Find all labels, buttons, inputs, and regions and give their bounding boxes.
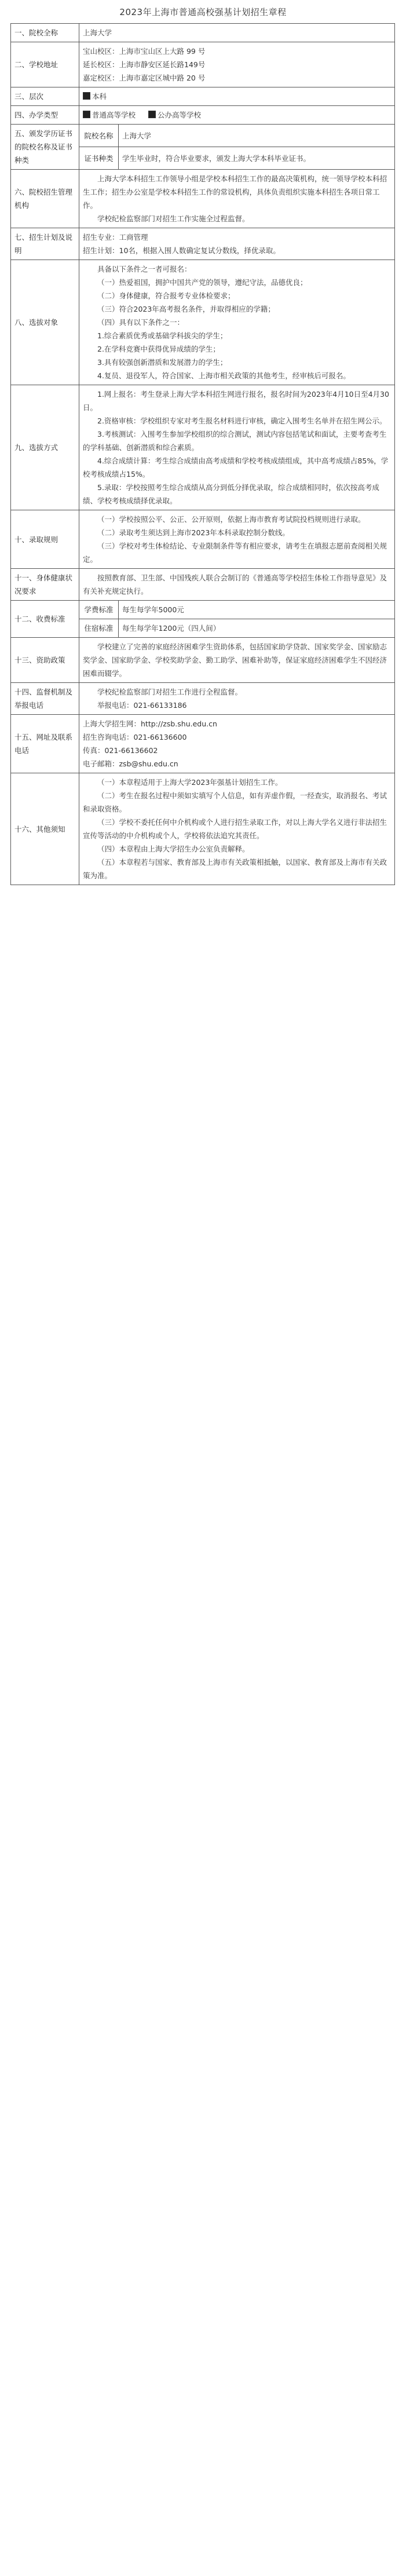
plan-line: 招生计划：10名，根据入围人数确定复试分数线，择优录取。 bbox=[83, 246, 280, 255]
value-lodging: 每生每学年1200元（四人间） bbox=[119, 619, 395, 638]
checkbox-checked-icon bbox=[148, 111, 156, 118]
label-fees: 十二、收费标准 bbox=[11, 601, 79, 638]
charter-table bbox=[10, 23, 395, 885]
row-health bbox=[11, 569, 395, 601]
label-plan: 七、招生计划及说明 bbox=[11, 228, 79, 260]
target-paragraph: 1.综合素质优秀或基础学科拔尖的学生； bbox=[97, 331, 228, 340]
other-paragraph: （五）本章程若与国家、教育部及上海市有关政策相抵触，以国家、教育部及上海市有关政策为准。 bbox=[83, 858, 387, 880]
value-school-name: 上海大学 bbox=[79, 24, 395, 42]
row-fees-tuition bbox=[11, 601, 395, 619]
label-school-name: 一、院校全称 bbox=[11, 24, 79, 42]
aid-paragraph: 学校建立了完善的家庭经济困难学生资助体系，包括国家助学贷款、国家奖学金、国家励志奖学金、国家助学金、学校奖助学金、勤工助学、困难补助等，保证家庭经济困难学生不因经济困难而辍学。 bbox=[83, 642, 387, 678]
row-admission bbox=[11, 510, 395, 569]
label-admission: 十、录取规则 bbox=[11, 510, 79, 569]
row-cert-name bbox=[11, 125, 395, 147]
value-cert-school-name: 上海大学 bbox=[119, 125, 395, 147]
value-cert-type: 学生毕业时，符合毕业要求，颁发上海大学本科毕业证书。 bbox=[119, 147, 395, 170]
label-lodging: 住宿标准 bbox=[79, 619, 119, 638]
label-tuition: 学费标准 bbox=[79, 601, 119, 619]
health-paragraph: 按照教育部、卫生部、中国残疾人联合会制订的《普通高等学校招生体检工作指导意见》及有关补充规定执行。 bbox=[83, 573, 387, 595]
method-paragraph: 5.录取：学校按照考生综合成绩从高分到低分择优录取，综合成绩相同时，依次按高考成绩、学校考核成绩择优录取。 bbox=[83, 483, 379, 505]
row-school-name bbox=[11, 24, 395, 42]
row-plan bbox=[11, 228, 395, 260]
label-cert-type: 证书种类 bbox=[79, 147, 119, 170]
label-target: 八、选拔对象 bbox=[11, 260, 79, 385]
other-paragraph: （四）本章程由上海大学招生办公室负责解释。 bbox=[97, 845, 250, 853]
row-level bbox=[11, 87, 395, 106]
label-mgmt: 六、院校招生管理机构 bbox=[11, 170, 79, 228]
contact-line: 电子邮箱：zsb@shu.edu.cn bbox=[83, 759, 178, 768]
address-line: 嘉定校区：上海市嘉定区城中路 20 号 bbox=[83, 74, 206, 82]
contact-line: 招生咨询电话：021-66136600 bbox=[83, 733, 187, 741]
value-supervision bbox=[79, 683, 395, 715]
target-paragraph: （一）热爱祖国，拥护中国共产党的领导，遵纪守法，品德优良； bbox=[97, 278, 308, 287]
value-mgmt bbox=[79, 170, 395, 228]
label-school-type: 四、办学类型 bbox=[11, 106, 79, 125]
value-admission bbox=[79, 510, 395, 569]
value-aid bbox=[79, 638, 395, 683]
row-address bbox=[11, 42, 395, 87]
target-paragraph: 2.在学科竞赛中获得优异成绩的学生； bbox=[97, 345, 220, 353]
row-contact bbox=[11, 715, 395, 773]
label-cert: 五、颁发学历证书的院校名称及证书种类 bbox=[11, 125, 79, 170]
target-paragraph: 具备以下条件之一者可报名： bbox=[97, 265, 192, 273]
school-type-option: 公办高等学校 bbox=[158, 111, 202, 119]
other-paragraph: （三）学校不委托任何中介机构或个人进行招生录取工作，对以上海大学名义进行非法招生宣传等活动的中介机构或个人，学校将依法追究其责任。 bbox=[83, 818, 387, 840]
plan-line: 招生专业：工商管理 bbox=[83, 233, 148, 242]
label-method: 九、选拔方式 bbox=[11, 385, 79, 510]
contact-line: 传真：021-66136602 bbox=[83, 746, 158, 755]
label-supervision: 十四、监督机制及举报电话 bbox=[11, 683, 79, 715]
row-aid bbox=[11, 638, 395, 683]
mgmt-paragraph: 学校纪检监察部门对招生工作实施全过程监督。 bbox=[97, 214, 250, 223]
supervision-phone: 举报电话：021-66133186 bbox=[97, 701, 187, 710]
label-level: 三、层次 bbox=[11, 87, 79, 106]
value-health bbox=[79, 569, 395, 601]
address-line: 宝山校区：上海市宝山区上大路 99 号 bbox=[83, 47, 206, 56]
value-school-type bbox=[79, 106, 395, 125]
row-mgmt bbox=[11, 170, 395, 228]
value-address bbox=[79, 42, 395, 87]
admission-paragraph: （一）学校按照公平、公正、公开原则，依据上海市教育考试院投档规则进行录取。 bbox=[97, 515, 365, 524]
row-school-type bbox=[11, 106, 395, 125]
value-contact bbox=[79, 715, 395, 773]
level-option: 本科 bbox=[92, 92, 107, 101]
method-paragraph: 3.考核测试：入围考生参加学校组织的综合测试，测试内容包括笔试和面试，主要考查考生的学科基础、创新潜质和综合素质。 bbox=[83, 430, 387, 452]
row-other bbox=[11, 773, 395, 885]
method-paragraph: 4.综合成绩计算：考生综合成绩由高考成绩和学校考核成绩组成，其中高考成绩占85%，学校考核成绩占15%。 bbox=[83, 456, 389, 478]
checkbox-checked-icon bbox=[83, 92, 90, 100]
value-level bbox=[79, 87, 395, 106]
admission-paragraph: （三）学校对考生体检结论、专业限制条件等有相应要求，请考生在填报志愿前查阅相关规定。 bbox=[83, 542, 387, 564]
document-title: 2023年上海市普通高校强基计划招生章程 bbox=[119, 6, 287, 17]
mgmt-paragraph: 上海大学本科招生工作领导小组是学校本科招生工作的最高决策机构，统一领导学校本科招生工作；招生办公室是学校本科招生工作的常设机构，具体负责组织实施本科招生各项日常工作。 bbox=[83, 174, 387, 210]
label-aid: 十三、资助政策 bbox=[11, 638, 79, 683]
value-method bbox=[79, 385, 395, 510]
target-paragraph: 4.复员、退役军人，符合国家、上海市相关政策的其他考生，经审核后可报名。 bbox=[97, 371, 350, 380]
value-plan bbox=[79, 228, 395, 260]
other-paragraph: （二）考生在报名过程中须如实填写个人信息，如有弄虚作假，一经查实，取消报名、考试和录取资格。 bbox=[83, 791, 387, 813]
target-paragraph: 3.具有较强创新潜质和发展潜力的学生； bbox=[97, 358, 228, 367]
admission-paragraph: （二）录取考生须达到上海市2023年本科录取控制分数线。 bbox=[97, 528, 290, 537]
label-cert-school-name: 院校名称 bbox=[79, 125, 119, 147]
target-paragraph: （三）符合2023年高考报名条件，并取得相应的学籍； bbox=[97, 305, 275, 313]
row-method bbox=[11, 385, 395, 510]
method-paragraph: 1.网上报名：考生登录上海大学本科招生网进行报名，报名时间为2023年4月10日至4月30日。 bbox=[83, 390, 389, 412]
contact-line: 上海大学招生网：http://zsb.shu.edu.cn bbox=[83, 719, 217, 728]
label-contact: 十五、网址及联系电话 bbox=[11, 715, 79, 773]
value-target bbox=[79, 260, 395, 385]
value-other bbox=[79, 773, 395, 885]
label-other: 十六、其他须知 bbox=[11, 773, 79, 885]
row-target bbox=[11, 260, 395, 385]
method-paragraph: 2.资格审核：学校组织专家对考生报名材料进行审核，确定入围考生名单并在招生网公示。 bbox=[97, 416, 387, 425]
row-supervision bbox=[11, 683, 395, 715]
label-health: 十一、身体健康状况要求 bbox=[11, 569, 79, 601]
other-paragraph: （一）本章程适用于上海大学2023年强基计划招生工作。 bbox=[97, 778, 283, 787]
label-address: 二、学校地址 bbox=[11, 42, 79, 87]
checkbox-checked-icon bbox=[83, 111, 90, 118]
value-tuition: 每生每学年5000元 bbox=[119, 601, 395, 619]
address-line: 延长校区：上海市静安区延长路149号 bbox=[83, 60, 206, 69]
target-paragraph: （二）身体健康，符合报考专业体检要求； bbox=[97, 291, 235, 300]
target-paragraph: （四）具有以下条件之一： bbox=[97, 318, 185, 327]
supervision-paragraph: 学校纪检监察部门对招生工作进行全程监督。 bbox=[97, 688, 243, 696]
school-type-option: 普通高等学校 bbox=[92, 111, 136, 119]
